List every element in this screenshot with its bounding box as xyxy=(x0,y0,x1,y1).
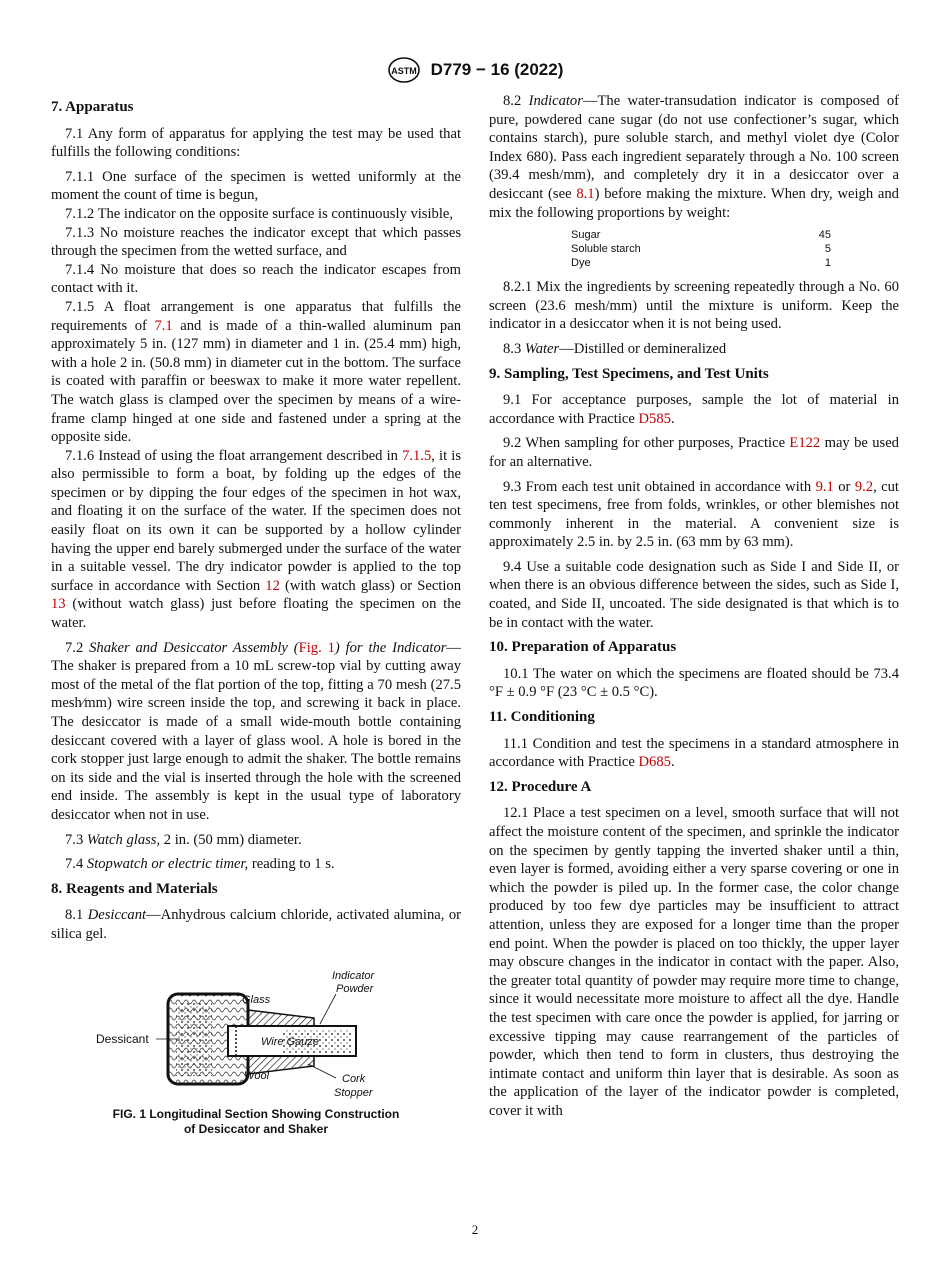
section-10-heading: 10. Preparation of Apparatus xyxy=(489,639,677,656)
mixture-row: Dye 1 xyxy=(571,257,831,270)
label-glass: Glass xyxy=(242,993,271,1006)
ref-d685-link[interactable]: D685 xyxy=(638,754,671,771)
label-wool: Wool xyxy=(244,1069,270,1082)
para-9-4: 9.4 Use a suitable code designation such as Side I and Side II, or when there is an obvious difference between the sides, such as Side I, coated, and Side II, uncoated. The side designated is that which is to be in contact with the water. xyxy=(489,558,899,631)
ref-section-13-link[interactable]: 13 xyxy=(51,596,66,613)
page-header xyxy=(0,56,950,84)
ref-8-1-link[interactable]: 8.1 xyxy=(576,185,595,202)
left-column xyxy=(51,92,461,1137)
para-7-4: 7.4 Stopwatch or electric timer, reading to 1 s. xyxy=(65,856,335,873)
label-stopper: Stopper xyxy=(334,1086,373,1099)
para-7-1-5: 7.1.5 A float arrangement is one apparatus that fulfills the requirements of 7.1 and is made of a thin-walled aluminum pan approximately 5 in. (127 mm) in diameter and 1 in. (25.4 mm) high, with a hole 2 in. (50.8 mm) in diameter cut in the bottom. The surface is coated with paraffin or beeswax to make it more water repellent. The watch glass is clamped over the specimen by means of a wire-frame clamp hinged at one side and fastened under a spring at the opposite side. xyxy=(51,298,461,446)
ref-9-2-link[interactable]: 9.2 xyxy=(854,478,874,495)
right-column xyxy=(489,92,899,1127)
ref-e122-link[interactable]: E122 xyxy=(789,435,821,452)
ref-7-1-link[interactable]: 7.1 xyxy=(154,317,173,334)
astm-logo-icon xyxy=(387,56,421,84)
label-wire-gauze: Wire Gauze xyxy=(261,1035,319,1048)
para-7-1-1: 7.1.1 One surface of the specimen is wetted uniformly at the moment the count of time is begun, xyxy=(51,168,461,204)
mixture-table xyxy=(571,228,831,270)
para-8-3: 8.3 Water—Distilled or demineralized xyxy=(503,340,727,357)
svg-text:ASTM: ASTM xyxy=(390,66,417,76)
ref-section-12-link[interactable]: 12 xyxy=(265,577,280,594)
label-cork: Cork xyxy=(342,1072,366,1085)
mixture-row: Sugar 45 xyxy=(571,229,831,242)
para-9-2: 9.2 When sampling for other purposes, Practice E122 may be used for an alternative. xyxy=(489,435,899,470)
ref-fig-1-link[interactable]: Fig. 1 xyxy=(298,639,335,656)
label-indicator: Indicator xyxy=(332,969,375,982)
para-7-1-2: 7.1.2 The indicator on the opposite surface is continuously visible, xyxy=(65,205,454,222)
document-designation: D779 − 16 (2022) xyxy=(430,60,564,79)
para-7-1: 7.1 Any form of apparatus for applying the test may be used that fulfills the following conditions: xyxy=(51,125,461,161)
figure-1-caption: FIG. 1 Longitudinal Section Showing Construction of Desiccator and Shaker xyxy=(112,1106,400,1136)
figure-1 xyxy=(51,966,461,1137)
para-8-2-1: 8.2.1 Mix the ingredients by screening repeatedly through a No. 60 screen (23.6 mesh/mm) until the mixture is uniform. Keep the indicator in a desiccator when it is not being used. xyxy=(489,279,899,333)
desiccator-shaker-diagram xyxy=(96,966,416,1101)
section-11-heading: 11. Conditioning xyxy=(489,709,595,726)
page-number: 2 xyxy=(471,1222,479,1237)
mixture-row: Soluble starch 5 xyxy=(571,243,831,256)
label-desiccant: Dessicant xyxy=(96,1031,149,1046)
para-7-1-4: 7.1.4 No moisture that does so reach the indicator escapes from contact with it. xyxy=(51,261,461,297)
para-9-3: 9.3 From each test unit obtained in accordance with 9.1 or 9.2, cut ten test specimens, free from folds, wrinkles, or other blemishes not commonly inherent in the material. A convenient size is approximately 2.5 in. by 2.5 in. (63 mm by 63 mm). xyxy=(489,478,899,551)
ref-7-1-5-link[interactable]: 7.1.5 xyxy=(402,447,432,464)
para-12-1: 12.1 Place a test specimen on a level, smooth surface that will not affect the moisture content of the specimen, and sprinkle the indicator on the specimen by gently tapping the inverted shaker until a thin, even layer is formed, avoiding either a very sparse covering or one in which the powder is piled up. In the former case, the color change produced by too few dye particles may be insufficient to attract attention, unless they are exposed for a longer time than the proper end point. When the powder is placed on too thickly, the upper layer may obscure changes in the indicator in contact with the paper. Also, the greater total quantity of powder may require more time to change, since it would necessitate more moisture to affect all the dye. Handle the test specimen with care once the powder is applied, for jarring or excessive tipping may cause rearrangement of the particles of powder, which then tend to form in clusters, thus destroying the intimate contact and uniform thin layer that is desirable. As soon as the application of the layer of the indicator powder is completed, cover it with xyxy=(489,805,899,1119)
label-powder: Powder xyxy=(336,982,374,995)
ref-9-1-link[interactable]: 9.1 xyxy=(815,478,834,495)
ref-d585-link[interactable]: D585 xyxy=(638,410,671,427)
para-7-3: 7.3 Watch glass, 2 in. (50 mm) diameter. xyxy=(65,831,302,848)
section-8-heading: 8. Reagents and Materials xyxy=(51,880,218,897)
para-10-1: 10.1 The water on which the specimens are floated should be 73.4 °F ± 0.9 °F (23 °C ± 0.5 °C). xyxy=(489,665,899,701)
section-9-heading: 9. Sampling, Test Specimens, and Test Units xyxy=(489,365,769,382)
section-7-heading: 7. Apparatus xyxy=(51,99,134,115)
para-8-1: 8.1 Desiccant—Anhydrous calcium chloride, activated alumina, or silica gel. xyxy=(51,907,461,942)
section-12-heading: 12. Procedure A xyxy=(489,778,592,795)
para-7-1-6: 7.1.6 Instead of using the float arrangement described in 7.1.5, it is also permissible to form a boat, by folding up the edges of the specimen or by dipping the four edges of the specimen in hot wax, and floating it on the surface of the water. If the specimen does not easily float on its own it can be supported by a hollow cylinder having the upper end barely submerged under the surface of the water in a suitable vessel. The dry indicator powder is applied to the top surface in accordance with Section 12 (with watch glass) or Section 13 (without watch glass) just before floating the specimen on the water. xyxy=(51,447,462,632)
para-9-1: 9.1 For acceptance purposes, sample the lot of material in accordance with Practice D585. xyxy=(489,392,899,427)
para-7-2: 7.2 Shaker and Desiccator Assembly (Fig. 1) for the Indicator—The shaker is prepared from a 10 mL screw-top vial by cutting away most of the metal of the flat portion of the top, fitting a 70 mesh (27.5 mesh⁄mm) wire screen inside the top, and screwing it back in place. The desiccator is made of a small wide-mouth bottle containing desiccant covered with a layer of glass wool. A hole is bored in the cork stopper just large enough to admit the shaker. The bottle remains on its side and the vial is inserted through the hole with the screened end inside. The assembly is kept in the usual type of laboratory desiccator when not in use. xyxy=(51,639,462,823)
para-7-1-3: 7.1.3 No moisture reaches the indicator except that which passes through the specimen from the wetted surface, and xyxy=(51,224,461,260)
para-8-2: 8.2 Indicator—The water-transudation indicator is composed of pure, powdered cane sugar (do not use confectioner’s sugar, which contains starch), pure soluble starch, and methyl violet dye (Color Index 680). Pass each ingredient separately through a No. 100 screen (39.4 mesh/mm), and completely dry it in a desiccator over a desiccant (see 8.1) before making the mixture. When dry, weigh and mix the following proportions by weight: xyxy=(489,93,900,221)
para-11-1: 11.1 Condition and test the specimens in a standard atmosphere in accordance with Practice D685. xyxy=(489,735,899,771)
